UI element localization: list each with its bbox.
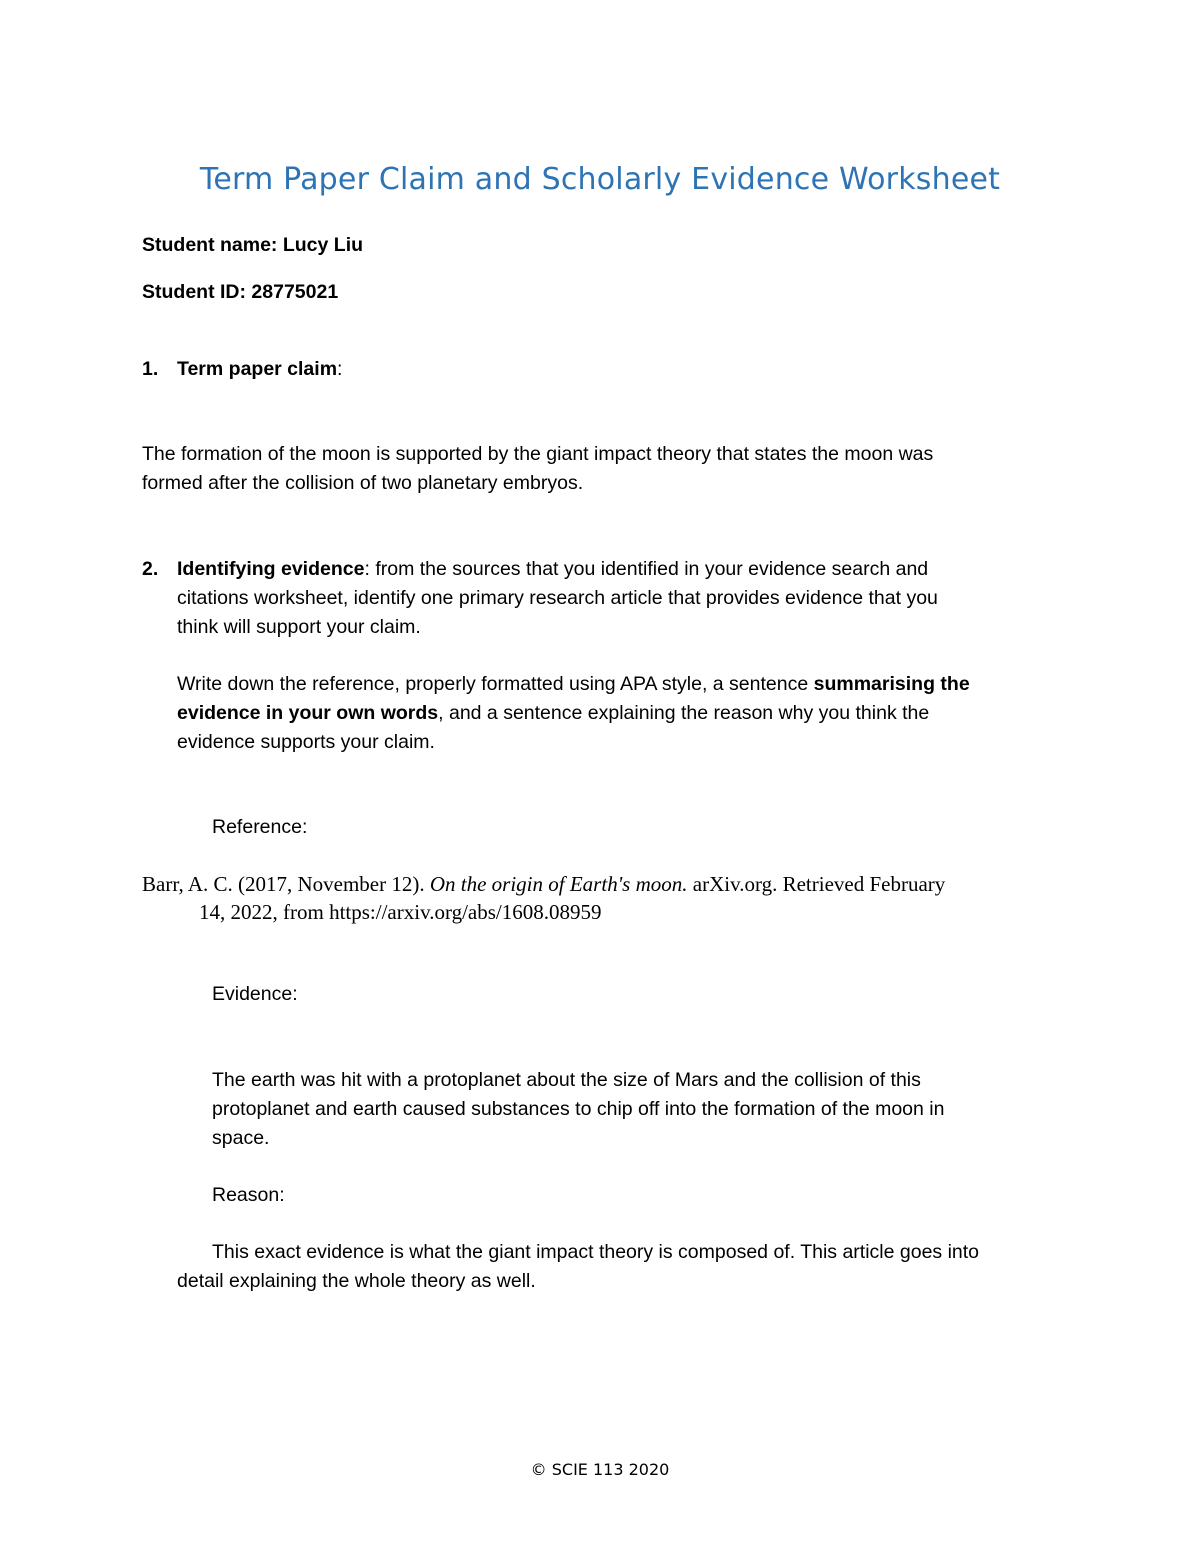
- section2-intro-line-2: citations worksheet, identify one primary research article that provides evidence that you: [177, 587, 938, 609]
- student-name-label: Student name:: [142, 234, 278, 256]
- claim-line-1: The formation of the moon is supported by the giant impact theory that states the moon was: [142, 443, 934, 465]
- reference-label: Reference:: [212, 816, 308, 838]
- section2-intro-line-1: Identifying evidence: from the sources that you identified in your evidence search and: [177, 558, 929, 580]
- reason-label: Reason:: [212, 1184, 285, 1206]
- student-id-line: [142, 278, 338, 307]
- instructions-line-1: Write down the reference, properly formatted using APA style, a sentence summarising the: [177, 673, 970, 695]
- section1-heading: Term paper claim:: [177, 358, 343, 380]
- student-id-value: 28775021: [251, 281, 339, 303]
- instructions-line-2: evidence in your own words, and a sentence explaining the reason why you think the: [177, 702, 930, 724]
- reference-line-2: 14, 2022, from https://arxiv.org/abs/1608.08959: [199, 900, 602, 924]
- reference-title: On the origin of Earth's moon.: [429, 872, 688, 896]
- evidence-label: Evidence:: [212, 983, 298, 1005]
- claim-line-2: formed after the collision of two planetary embryos.: [142, 472, 584, 494]
- student-name-line: [142, 231, 363, 260]
- student-id-label: Student ID:: [142, 281, 246, 303]
- footer-copyright: © SCIE 113 2020: [530, 1460, 670, 1479]
- section2-intro-line-3: think will support your claim.: [177, 616, 421, 638]
- section2-heading: Identifying evidence: [177, 558, 365, 580]
- section1-number: 1.: [142, 358, 159, 380]
- page-title: Term Paper Claim and Scholarly Evidence Worksheet: [199, 162, 1001, 197]
- evidence-line-3: space.: [212, 1127, 270, 1149]
- student-name-value: Lucy Liu: [282, 234, 364, 256]
- evidence-line-2: protoplanet and earth caused substances to chip off into the formation of the moon in: [212, 1098, 945, 1120]
- evidence-line-1: The earth was hit with a protoplanet about the size of Mars and the collision of this: [212, 1069, 921, 1091]
- reference-line-1: Barr, A. C. (2017, November 12). On the origin of Earth's moon. arXiv.org. Retrieved February: [142, 872, 946, 896]
- reason-line-2: detail explaining the whole theory as well.: [177, 1270, 536, 1292]
- instructions-line-3: evidence supports your claim.: [177, 731, 435, 753]
- reason-line-1: This exact evidence is what the giant impact theory is composed of. This article goes into: [212, 1241, 980, 1263]
- section2-number: 2.: [142, 558, 159, 580]
